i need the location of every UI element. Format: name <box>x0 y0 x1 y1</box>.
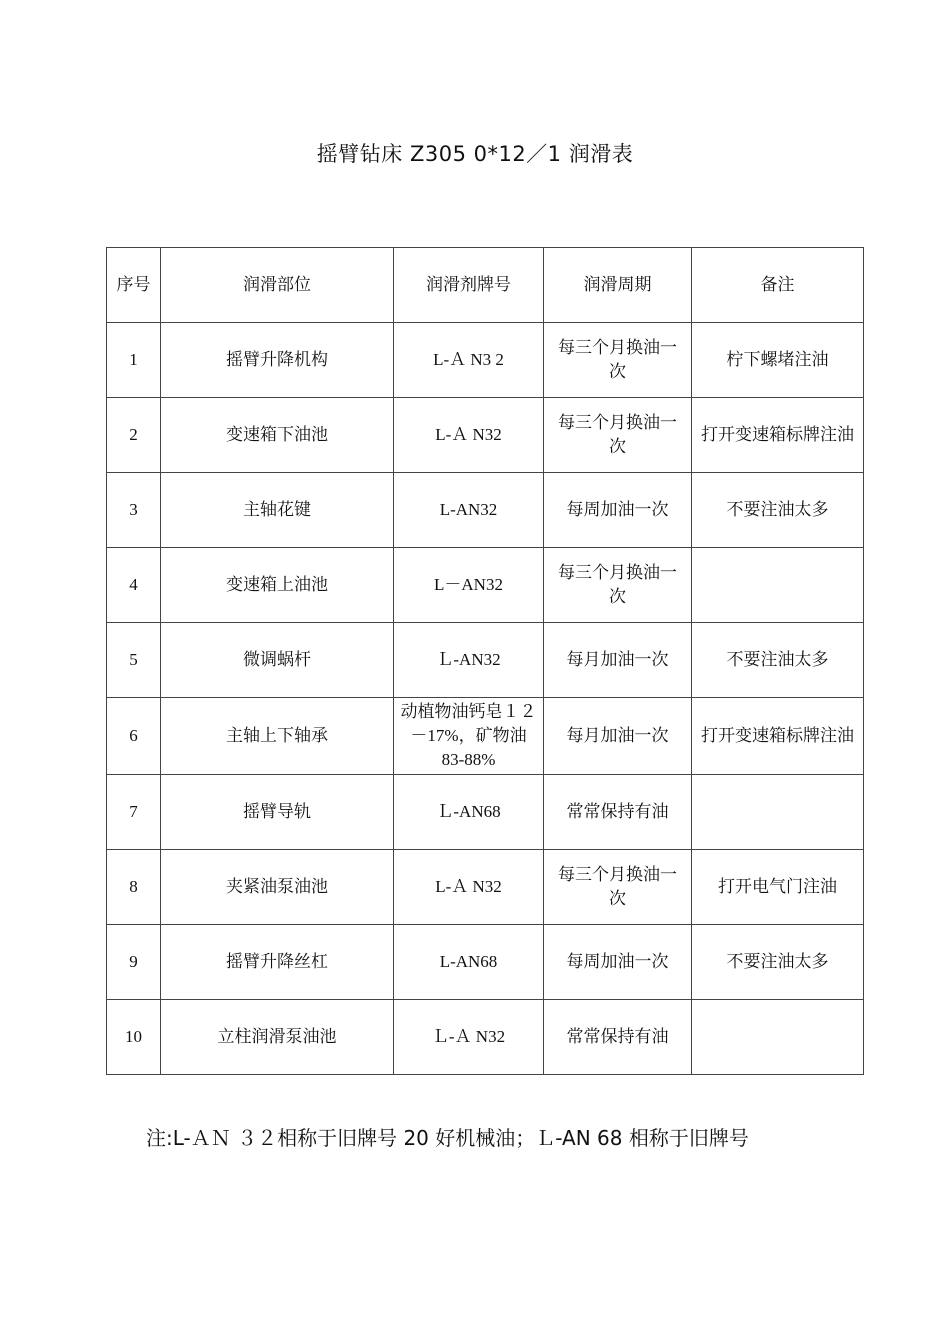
row-number: 2 <box>107 398 161 473</box>
row-part: 微调蜗杆 <box>161 623 394 698</box>
row-number: 10 <box>107 1000 161 1075</box>
row-period: 每三个月换油一次 <box>544 850 692 925</box>
row-period: 每三个月换油一次 <box>544 323 692 398</box>
row-grade: L－AN32 <box>394 548 544 623</box>
row-number: 4 <box>107 548 161 623</box>
header-remark: 备注 <box>692 248 864 323</box>
table-row <box>107 698 864 775</box>
row-part: 主轴花键 <box>161 473 394 548</box>
row-grade: Ｌ-AN68 <box>394 775 544 850</box>
row-remark: 不要注油太多 <box>692 623 864 698</box>
row-remark: 不要注油太多 <box>692 925 864 1000</box>
footnote: 注:L-ＡＮ ３２相称于旧牌号 20 好机械油；Ｌ-AN 68 相称于旧牌号 <box>146 1126 749 1150</box>
row-remark: 打开变速箱标牌注油 <box>692 398 864 473</box>
row-number: 5 <box>107 623 161 698</box>
row-grade: 动植物油钙皂１２－17%，矿物油 83-88% <box>394 698 544 775</box>
table-row <box>107 323 864 398</box>
table-header-row <box>107 248 864 323</box>
row-period: 每月加油一次 <box>544 623 692 698</box>
table-row <box>107 850 864 925</box>
lubrication-table <box>106 247 864 1075</box>
document-title: 摇臂钻床 Z305 0*12／1 润滑表 <box>316 142 634 166</box>
row-remark <box>692 548 864 623</box>
row-period: 每三个月换油一次 <box>544 398 692 473</box>
header-part: 润滑部位 <box>161 248 394 323</box>
row-grade: L-AN68 <box>394 925 544 1000</box>
row-grade: Ｌ-Ａ N32 <box>394 1000 544 1075</box>
table-row <box>107 398 864 473</box>
row-number: 3 <box>107 473 161 548</box>
table-row <box>107 548 864 623</box>
row-remark: 不要注油太多 <box>692 473 864 548</box>
row-remark <box>692 1000 864 1075</box>
row-part: 变速箱下油池 <box>161 398 394 473</box>
row-part: 变速箱上油池 <box>161 548 394 623</box>
row-number: 6 <box>107 698 161 775</box>
header-number: 序号 <box>107 248 161 323</box>
row-part: 夹紧油泵油池 <box>161 850 394 925</box>
table-row <box>107 473 864 548</box>
row-grade: L-Ａ N32 <box>394 850 544 925</box>
row-grade: Ｌ-AN32 <box>394 623 544 698</box>
row-number: 1 <box>107 323 161 398</box>
row-part: 摇臂升降丝杠 <box>161 925 394 1000</box>
row-remark <box>692 775 864 850</box>
row-part: 摇臂导轨 <box>161 775 394 850</box>
row-period: 常常保持有油 <box>544 1000 692 1075</box>
row-period: 每三个月换油一次 <box>544 548 692 623</box>
table-row <box>107 925 864 1000</box>
row-part: 立柱润滑泵油池 <box>161 1000 394 1075</box>
table-row <box>107 775 864 850</box>
header-period: 润滑周期 <box>544 248 692 323</box>
table-row <box>107 623 864 698</box>
row-period: 每月加油一次 <box>544 698 692 775</box>
row-remark: 打开变速箱标牌注油 <box>692 698 864 775</box>
row-period: 每周加油一次 <box>544 925 692 1000</box>
row-remark: 打开电气门注油 <box>692 850 864 925</box>
row-number: 7 <box>107 775 161 850</box>
row-number: 9 <box>107 925 161 1000</box>
header-grade: 润滑剂牌号 <box>394 248 544 323</box>
row-remark: 柠下螺堵注油 <box>692 323 864 398</box>
row-period: 常常保持有油 <box>544 775 692 850</box>
row-grade: L-Ａ N3 2 <box>394 323 544 398</box>
row-grade: L-AN32 <box>394 473 544 548</box>
row-period: 每周加油一次 <box>544 473 692 548</box>
row-part: 摇臂升降机构 <box>161 323 394 398</box>
table-row <box>107 1000 864 1075</box>
row-part: 主轴上下轴承 <box>161 698 394 775</box>
row-number: 8 <box>107 850 161 925</box>
row-grade: L-Ａ N32 <box>394 398 544 473</box>
